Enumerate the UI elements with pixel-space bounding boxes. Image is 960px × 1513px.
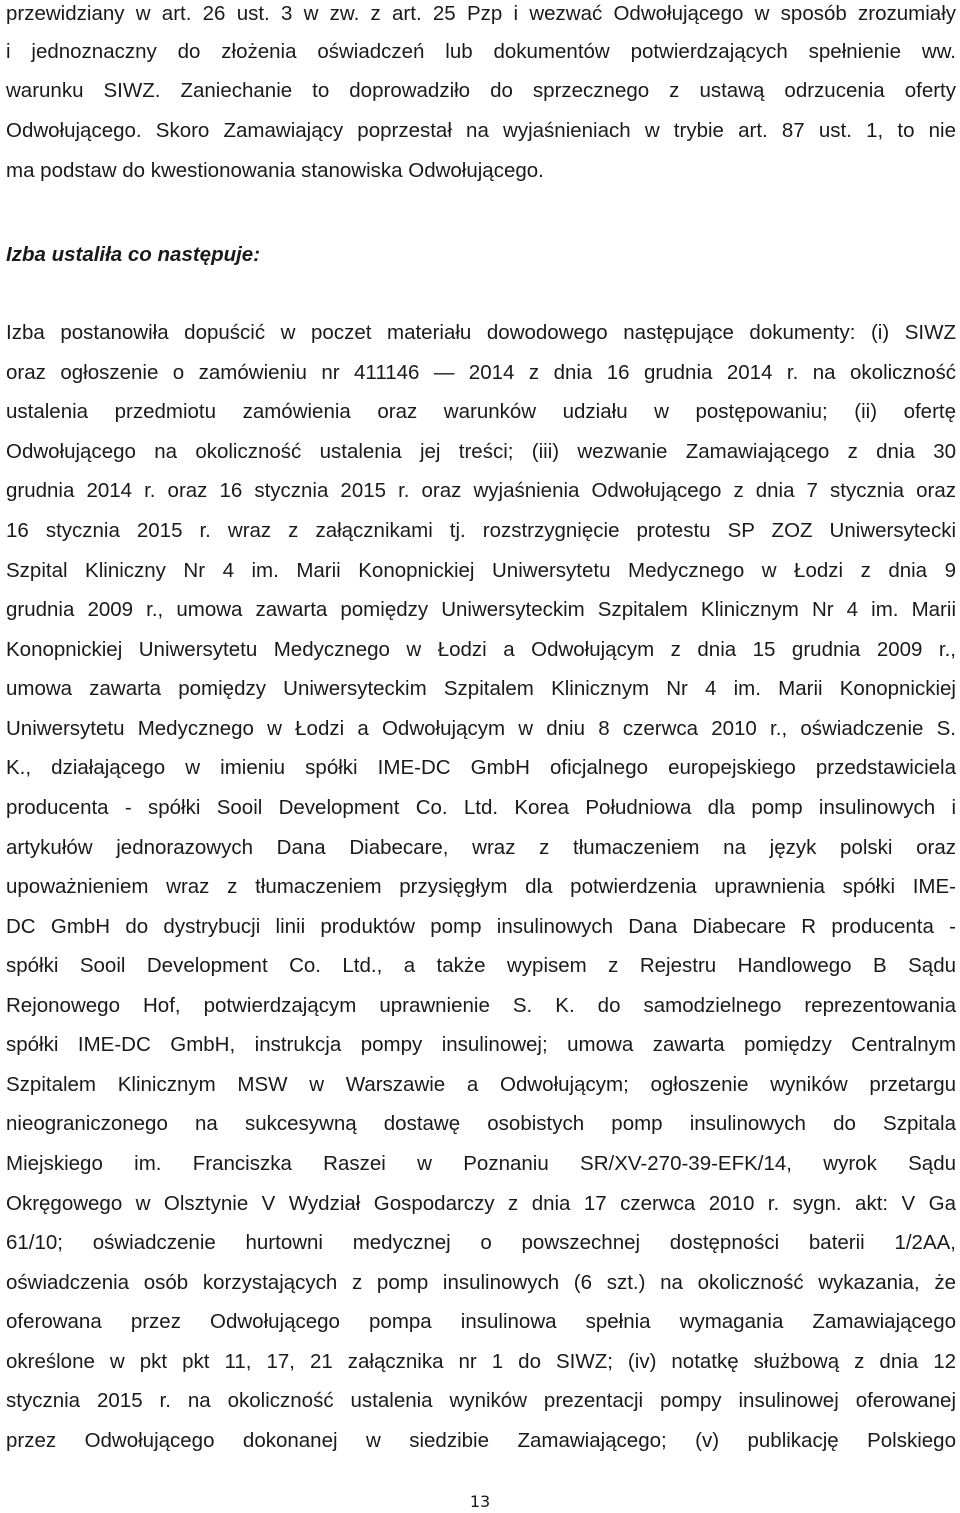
text-line: 61/10; oświadczenie hurtowni medycznej o powszechnej dostępności baterii 1/2AA, <box>6 1231 956 1254</box>
text-line: oświadczenia osób korzystających z pomp insulinowych (6 szt.) na okoliczność wykazania, że <box>6 1271 956 1294</box>
text-line: przewidziany w art. 26 ust. 3 w zw. z art. 25 Pzp i wezwać Odwołującego w sposób zrozumiały <box>6 2 956 25</box>
text-line: Konopnickiej Uniwersytetu Medycznego w Łodzi a Odwołującym z dnia 15 grudnia 2009 r., <box>6 638 956 661</box>
text-line: oraz ogłoszenie o zamówieniu nr 411146 — 2014 z dnia 16 grudnia 2014 r. na okoliczność <box>6 361 956 384</box>
text-line: grudnia 2009 r., umowa zawarta pomiędzy Uniwersyteckim Szpitalem Klinicznym Nr 4 im. Marii <box>6 598 956 621</box>
text-line: warunku SIWZ. Zaniechanie to doprowadziło do sprzecznego z ustawą odrzucenia oferty <box>6 79 956 102</box>
text-line: Okręgowego w Olsztynie V Wydział Gospodarczy z dnia 17 czerwca 2010 r. sygn. akt: V Ga <box>6 1192 956 1215</box>
text-line: Uniwersytetu Medycznego w Łodzi a Odwołującym w dniu 8 czerwca 2010 r., oświadczenie S. <box>6 717 956 740</box>
text-line: umowa zawarta pomiędzy Uniwersyteckim Szpitalem Klinicznym Nr 4 im. Marii Konopnickiej <box>6 677 956 700</box>
page-number: 13 <box>469 1492 491 1511</box>
text-line: artykułów jednorazowych Dana Diabecare, wraz z tłumaczeniem na język polski oraz <box>6 836 956 859</box>
text-line: Odwołującego. Skoro Zamawiający poprzestał na wyjaśnieniach w trybie art. 87 ust. 1, to nie <box>6 119 956 142</box>
text-line: Izba postanowiła dopuścić w poczet materiału dowodowego następujące dokumenty: (i) SIWZ <box>6 321 956 344</box>
text-line: grudnia 2014 r. oraz 16 stycznia 2015 r. oraz wyjaśnienia Odwołującego z dnia 7 stycznia oraz <box>6 479 956 502</box>
text-line: nieograniczonego na sukcesywną dostawę osobistych pomp insulinowych do Szpitala <box>6 1112 956 1135</box>
text-line: Rejonowego Hof, potwierdzającym uprawnienie S. K. do samodzielnego reprezentowania <box>6 994 956 1017</box>
text-line: upoważnieniem wraz z tłumaczeniem przysięgłym dla potwierdzenia uprawnienia spółki IME- <box>6 875 956 898</box>
text-line: przez Odwołującego dokonanej w siedzibie Zamawiającego; (v) publikację Polskiego <box>6 1429 956 1452</box>
text-line: Szpitalem Klinicznym MSW w Warszawie a Odwołującym; ogłoszenie wyników przetargu <box>6 1073 956 1096</box>
text-line: Odwołującego na okoliczność ustalenia jej treści; (iii) wezwanie Zamawiającego z dnia 30 <box>6 440 956 463</box>
text-line: Szpital Kliniczny Nr 4 im. Marii Konopnickiej Uniwersytetu Medycznego w Łodzi z dnia 9 <box>6 559 956 582</box>
text-line: producenta - spółki Sooil Development Co. Ltd. Korea Południowa dla pomp insulinowych i <box>6 796 956 819</box>
text-line: K., działającego w imieniu spółki IME-DC GmbH oficjalnego europejskiego przedstawiciela <box>6 756 956 779</box>
text-line: określone w pkt pkt 11, 17, 21 załącznika nr 1 do SIWZ; (iv) notatkę służbową z dnia 12 <box>6 1350 956 1373</box>
text-line: Miejskiego im. Franciszka Raszei w Poznaniu SR/XV-270-39-EFK/14, wyrok Sądu <box>6 1152 956 1175</box>
text-line: spółki IME-DC GmbH, instrukcja pompy insulinowej; umowa zawarta pomiędzy Centralnym <box>6 1033 956 1056</box>
text-line: spółki Sooil Development Co. Ltd., a także wypisem z Rejestru Handlowego B Sądu <box>6 954 956 977</box>
text-line: ustalenia przedmiotu zamówienia oraz warunków udziału w postępowaniu; (ii) ofertę <box>6 400 956 423</box>
text-line: ma podstaw do kwestionowania stanowiska Odwołującego. <box>6 159 544 182</box>
text-line: DC GmbH do dystrybucji linii produktów pomp insulinowych Dana Diabecare R producenta - <box>6 915 956 938</box>
section-heading: Izba ustaliła co następuje: <box>6 243 261 266</box>
text-line: 16 stycznia 2015 r. wraz z załącznikami tj. rozstrzygnięcie protestu SP ZOZ Uniwersytecki <box>6 519 956 542</box>
text-line: i jednoznaczny do złożenia oświadczeń lub dokumentów potwierdzających spełnienie ww. <box>6 40 956 63</box>
text-line: stycznia 2015 r. na okoliczność ustalenia wyników prezentacji pompy insulinowej oferowanej <box>6 1389 956 1412</box>
text-line: oferowana przez Odwołującego pompa insulinowa spełnia wymagania Zamawiającego <box>6 1310 956 1333</box>
